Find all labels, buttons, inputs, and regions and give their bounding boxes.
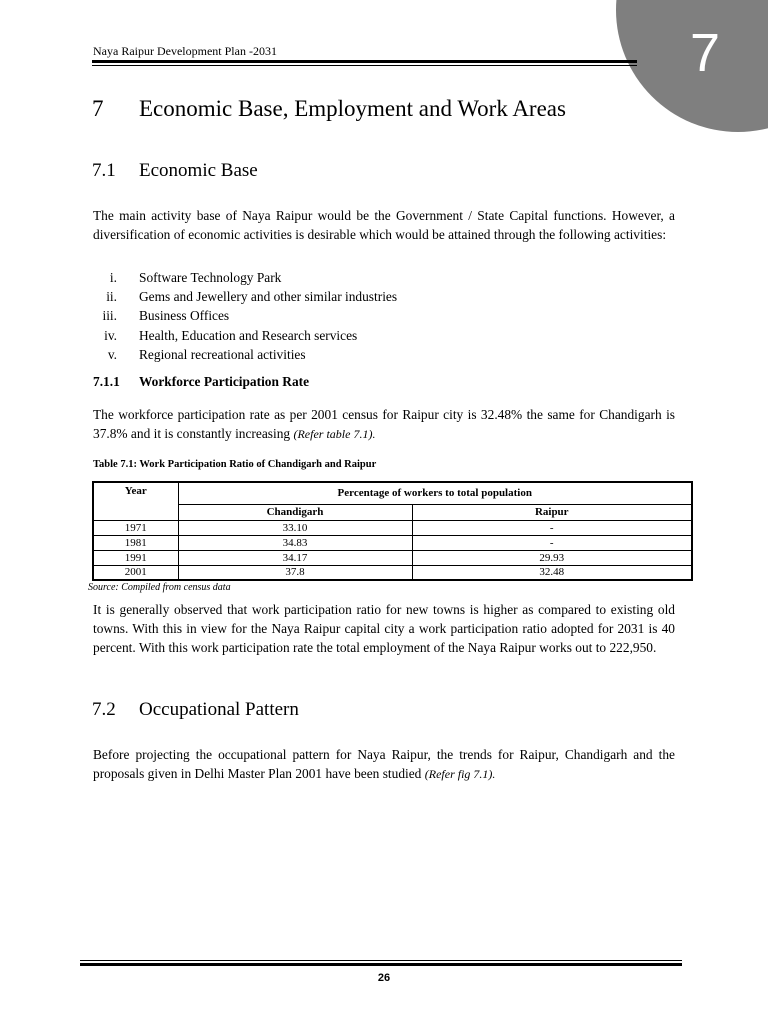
list-item — [93, 268, 281, 287]
list-text: Software Technology Park — [139, 270, 282, 285]
list-text: Health, Education and Research services — [139, 328, 358, 343]
col-header-chandigarh: Chandigarh — [178, 504, 412, 520]
col-header-raipur: Raipur — [412, 504, 692, 520]
list-text: Business Offices — [139, 308, 230, 323]
section-number: 7.1 — [92, 160, 116, 181]
cell-year: 1981 — [93, 535, 178, 550]
table-row — [93, 520, 692, 535]
table-row — [93, 535, 692, 550]
col-header-year: Year — [93, 482, 178, 520]
list-text: Regional recreational activities — [139, 347, 306, 362]
header-rule-thin — [92, 65, 637, 66]
table-reference: (Refer table 7.1). — [293, 427, 376, 441]
cell-raipur: 29.93 — [412, 550, 692, 565]
running-header: Naya Raipur Development Plan -2031 — [93, 44, 277, 58]
intro-paragraph: The main activity base of Naya Raipur would be the Government / State Capital functions. However, a diversification of economic activities is desirable which would be attained through the following activities: — [93, 208, 675, 242]
subsection-heading-7-1-1 — [93, 374, 309, 390]
cell-raipur: - — [412, 520, 692, 535]
occupational-text: Before projecting the occupational pattern for Naya Raipur, the trends for Raipur, Chandigarh and the proposals given in Delhi Master Plan 2001 have been studied — [93, 747, 675, 781]
section-heading-7-2 — [92, 699, 299, 721]
footer-rule-thin — [80, 960, 682, 961]
list-item — [93, 287, 397, 306]
subsection-number: 7.1.1 — [93, 374, 120, 389]
section-title: Economic Base — [139, 160, 258, 181]
cell-chandigarh: 37.8 — [178, 565, 412, 580]
page-number: 26 — [377, 972, 391, 984]
list-numeral: i. — [109, 270, 117, 285]
cell-raipur: 32.48 — [412, 565, 692, 580]
cell-year: 2001 — [93, 565, 178, 580]
workforce-text: The workforce participation rate as per 2001 census for Raipur city is 32.48% the same for Chandigarh is 37.8% and it is constantly increasing — [93, 407, 675, 441]
list-numeral: iv. — [104, 328, 117, 343]
list-numeral: ii. — [106, 289, 117, 304]
list-text: Gems and Jewellery and other similar industries — [139, 289, 398, 304]
section-number: 7.2 — [92, 699, 116, 720]
observation-paragraph: It is generally observed that work participation ratio for new towns is higher as compared to existing old towns. With this in view for the Naya Raipur capital city a work participation ratio adopted for 2031 is 40 percent. With this work participation rate the total employment of the Naya Raipur works out to 222,950. — [93, 602, 675, 655]
col-group-header: Percentage of workers to total population — [178, 482, 692, 504]
occupational-paragraph — [93, 745, 675, 784]
cell-year: 1971 — [93, 520, 178, 535]
table-row — [93, 550, 692, 565]
list-item — [93, 306, 229, 325]
chapter-badge-number: 7 — [690, 23, 721, 83]
chapter-heading-title: Economic Base, Employment and Work Areas — [139, 96, 566, 121]
subsection-title: Workforce Participation Rate — [139, 374, 310, 389]
list-item — [93, 345, 306, 364]
cell-chandigarh: 34.17 — [178, 550, 412, 565]
workforce-paragraph — [93, 405, 675, 444]
cell-chandigarh: 33.10 — [178, 520, 412, 535]
table-caption: Table 7.1: Work Participation Ratio of Chandigarh and Raipur — [93, 459, 377, 470]
list-numeral: iii. — [102, 308, 117, 323]
chapter-heading — [92, 96, 566, 122]
list-numeral: v. — [107, 347, 117, 362]
section-title: Occupational Pattern — [139, 699, 299, 720]
section-heading-7-1 — [92, 160, 258, 182]
chapter-heading-number: 7 — [92, 96, 104, 121]
cell-raipur: - — [412, 535, 692, 550]
table-source-note: Source: Compiled from census data — [88, 582, 231, 593]
work-participation-table — [92, 481, 693, 581]
cell-year: 1991 — [93, 550, 178, 565]
list-item — [93, 326, 357, 345]
cell-chandigarh: 34.83 — [178, 535, 412, 550]
footer-rule — [80, 963, 682, 966]
figure-reference: (Refer fig 7.1). — [424, 767, 496, 781]
table-row — [93, 565, 692, 580]
header-rule — [92, 60, 637, 63]
